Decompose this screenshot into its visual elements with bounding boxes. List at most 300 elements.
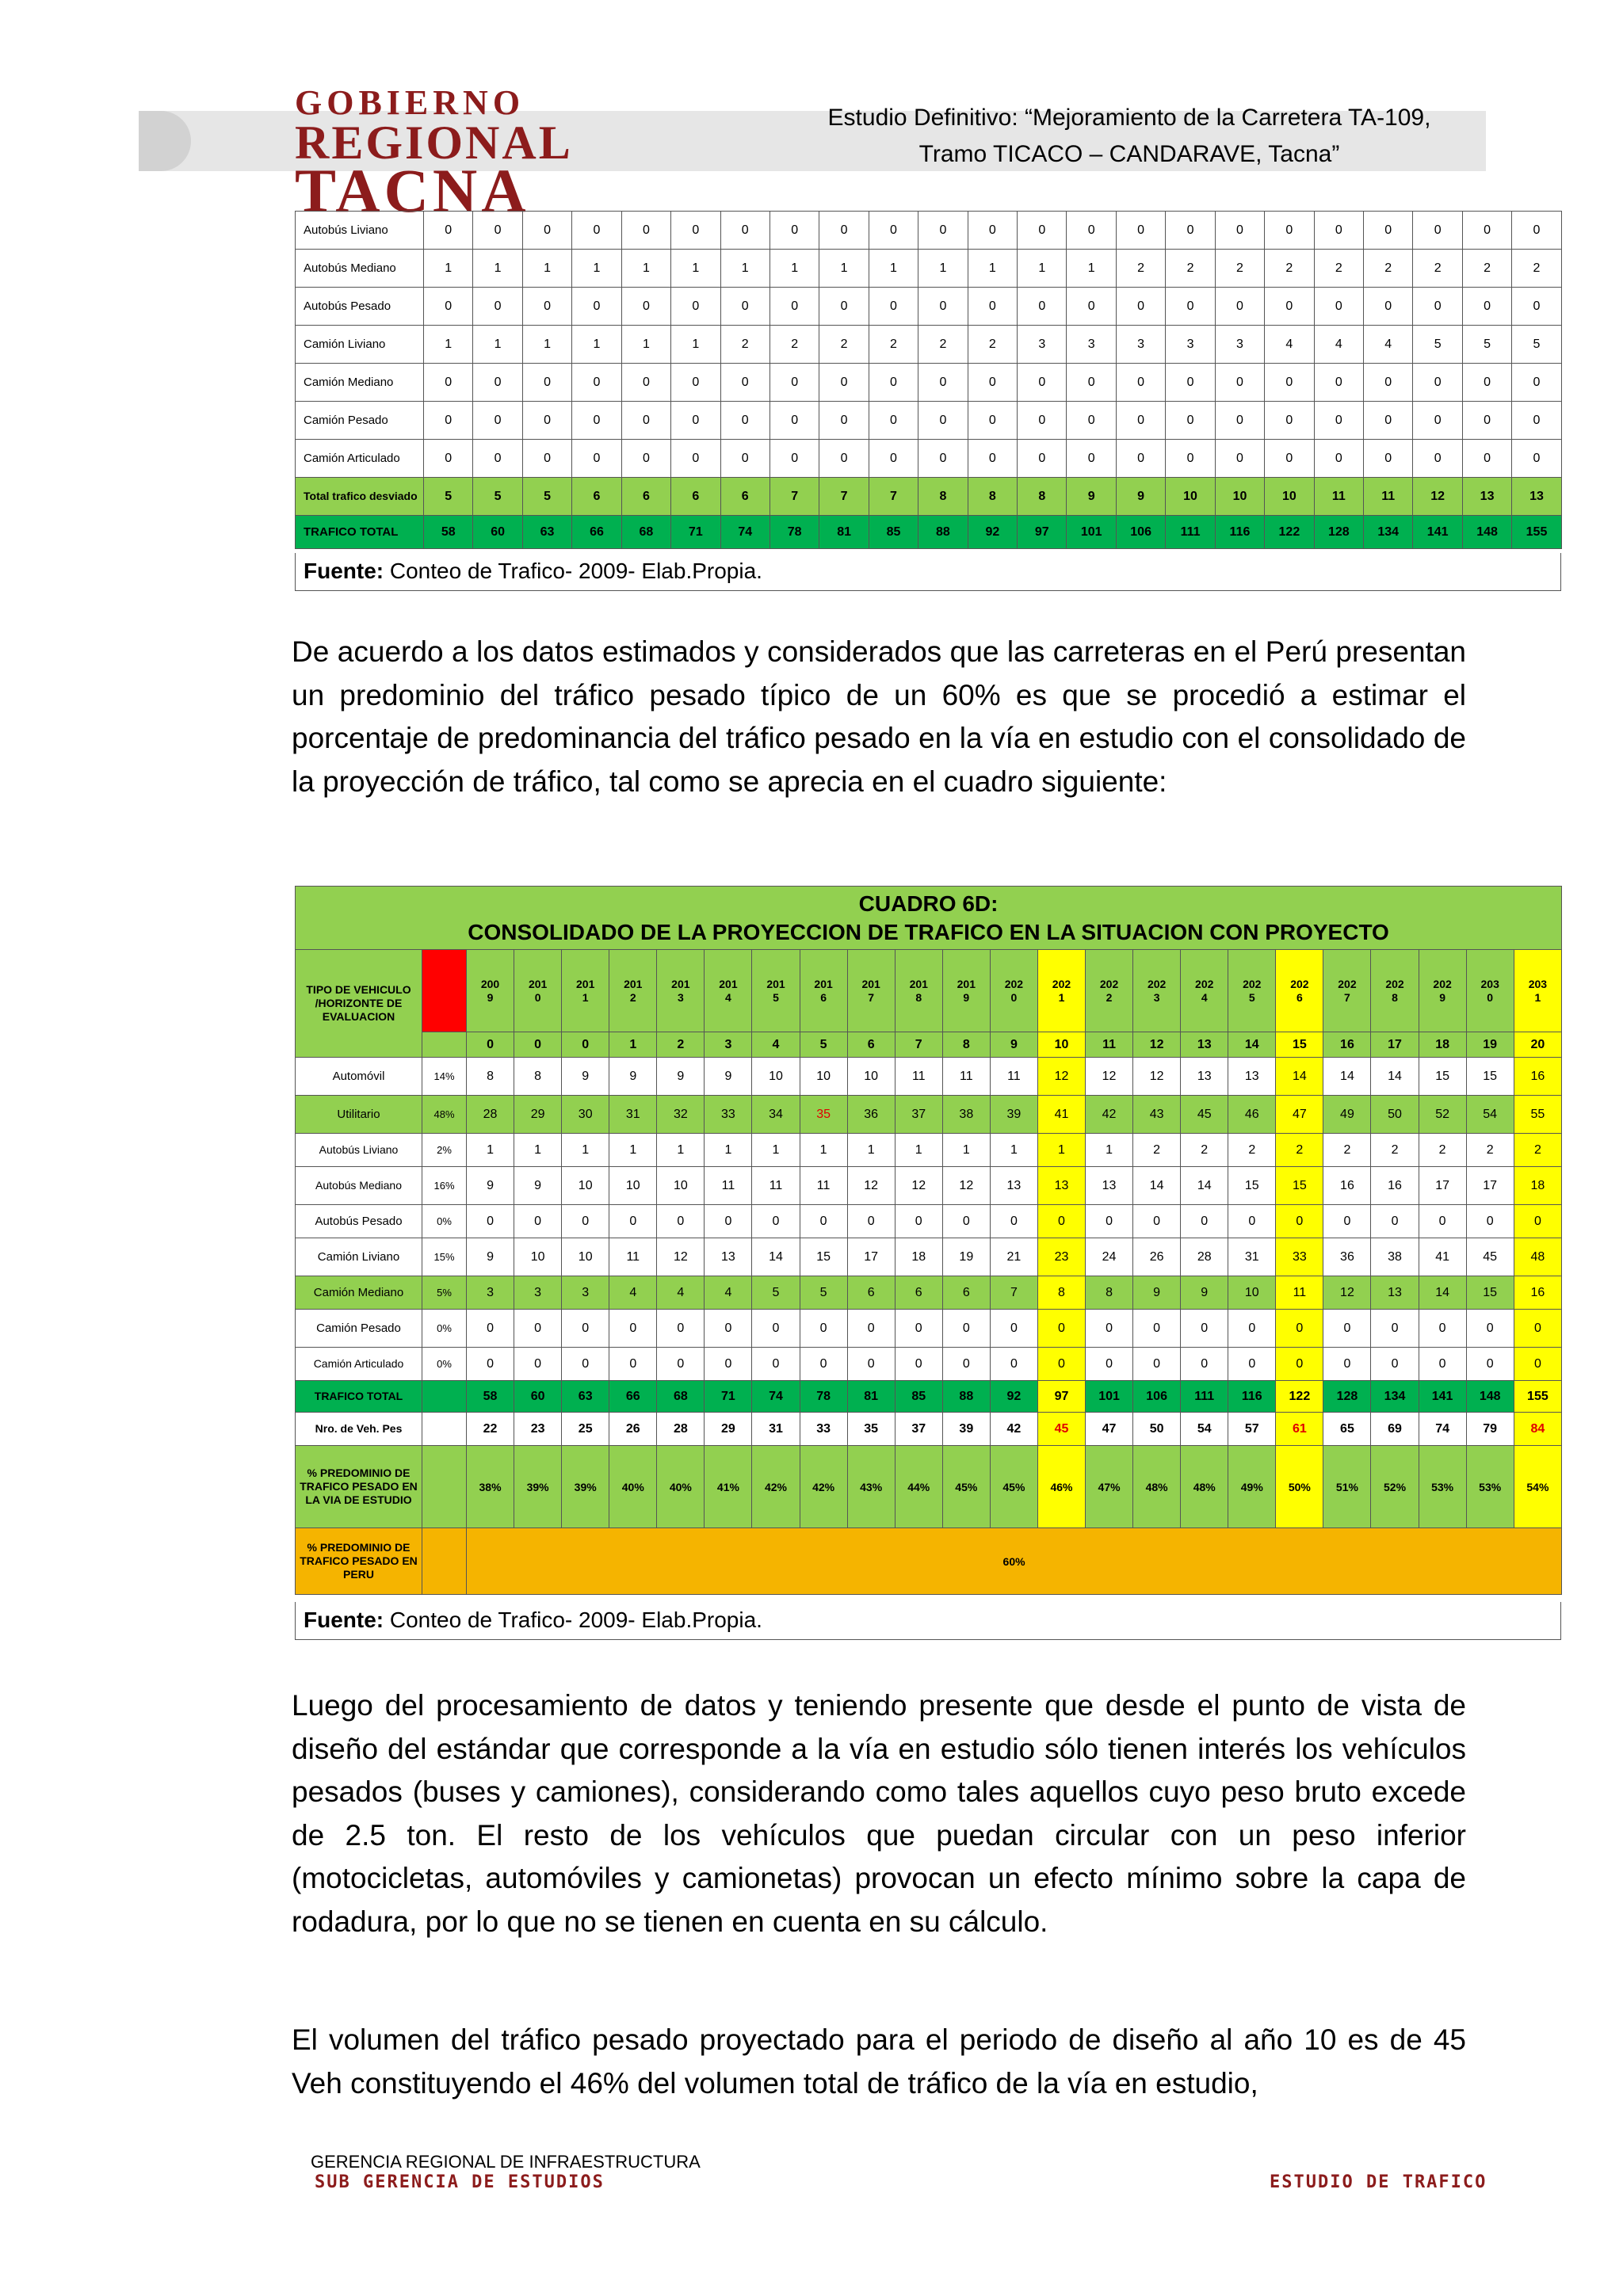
table-cell: 1 [1067, 250, 1116, 288]
table-cell: 48 [1514, 1238, 1561, 1276]
table-cell: 0 [819, 212, 869, 250]
table2-source-label: Fuente: [304, 1608, 384, 1632]
table-cell: 1 [424, 326, 473, 364]
traffic-diverted-table [295, 211, 1562, 549]
table-title-line-2: CONSOLIDADO DE LA PROYECCION DE TRAFICO EN LA SITUACION CON PROYECTO [468, 919, 1389, 944]
total-cell: 74 [752, 1381, 800, 1413]
total-cell: 68 [657, 1381, 705, 1413]
table-cell: 0 [671, 364, 720, 402]
table-cell: 0 [1086, 1205, 1133, 1238]
table2-source-text: Conteo de Trafico- 2009- Elab.Propia. [384, 1608, 762, 1632]
year-header [609, 950, 657, 1032]
table-cell: 5 [1462, 326, 1511, 364]
table-cell: 0 [895, 1310, 942, 1348]
predominance-cell: 44% [895, 1446, 942, 1528]
table-cell: 15 [1466, 1276, 1514, 1310]
table-cell: 4 [609, 1276, 657, 1310]
row-label: TRAFICO TOTAL [296, 516, 424, 549]
logo-line-1: GOBIERNO [295, 83, 525, 122]
table-cell: 0 [1323, 1348, 1371, 1381]
table-cell: 11 [895, 1058, 942, 1096]
table-cell: 2 [1276, 1134, 1323, 1167]
table-cell: 0 [1215, 402, 1264, 440]
row-label: Camión Mediano [296, 364, 424, 402]
percent-cell: 0% [422, 1205, 467, 1238]
table-cell: 2 [1116, 250, 1165, 288]
year-header [942, 950, 990, 1032]
table-cell: 6 [572, 478, 621, 516]
table1-source [295, 553, 1561, 591]
table-cell: 12 [1413, 478, 1462, 516]
year-part: 1 [1058, 990, 1065, 1004]
year-part: 9 [1439, 990, 1445, 1004]
table-cell: 0 [1276, 1205, 1323, 1238]
table-cell: 0 [1116, 440, 1165, 478]
table-cell: 1 [671, 326, 720, 364]
table-cell: 0 [1371, 1205, 1419, 1238]
table-cell: 7 [769, 478, 819, 516]
table-cell: 128 [1314, 516, 1363, 549]
predominance-cell: 45% [942, 1446, 990, 1528]
table-cell: 45 [1466, 1238, 1514, 1276]
year-header [562, 950, 609, 1032]
table-cell: 0 [800, 1205, 847, 1238]
table-cell: 0 [720, 364, 769, 402]
horizon-cell: 6 [847, 1032, 895, 1058]
table-cell: 0 [705, 1310, 752, 1348]
heavy-vehicles-label: Nro. de Veh. Pes [296, 1413, 422, 1446]
row-label: Autobús Mediano [296, 250, 424, 288]
table-cell: 0 [1413, 364, 1462, 402]
table-cell: 0 [467, 1348, 514, 1381]
table-cell: 15 [800, 1238, 847, 1276]
table-cell: 0 [1413, 212, 1462, 250]
table-cell: 0 [968, 364, 1017, 402]
table-cell: 0 [621, 212, 670, 250]
table-cell: 0 [522, 364, 571, 402]
year-part: 0 [1487, 990, 1494, 1004]
predominance-cell: 49% [1228, 1446, 1276, 1528]
table-cell: 0 [895, 1205, 942, 1238]
table-cell: 0 [800, 1348, 847, 1381]
table-cell: 11 [1276, 1276, 1323, 1310]
table-cell: 19 [942, 1238, 990, 1276]
table-cell: 1 [621, 326, 670, 364]
horizon-cell: 18 [1419, 1032, 1466, 1058]
table-cell: 11 [800, 1167, 847, 1205]
year-header [800, 950, 847, 1032]
predominance-cell: 53% [1419, 1446, 1466, 1528]
table-cell: 5 [424, 478, 473, 516]
gobierno-regional-tacna-logo [295, 83, 573, 225]
table2-source [295, 1602, 1561, 1640]
year-part: 202 [1243, 977, 1262, 990]
table-cell: 55 [1514, 1096, 1561, 1134]
table-cell: 5 [752, 1276, 800, 1310]
table-cell: 1 [657, 1134, 705, 1167]
table-cell: 0 [1133, 1205, 1181, 1238]
year-part: 201 [576, 977, 595, 990]
table-cell: 0 [869, 440, 918, 478]
table-row [296, 1348, 1562, 1381]
table-cell: 37 [895, 1096, 942, 1134]
table-cell: 0 [473, 402, 522, 440]
table-cell: 0 [1512, 364, 1561, 402]
table-cell: 28 [467, 1096, 514, 1134]
table-cell: 0 [1181, 1205, 1228, 1238]
table-cell: 0 [1314, 440, 1363, 478]
blank-cell [422, 1413, 467, 1446]
table-cell: 2 [1314, 250, 1363, 288]
table-cell: 2 [1413, 250, 1462, 288]
predominance-cell: 46% [1037, 1446, 1085, 1528]
table-cell: 0 [609, 1310, 657, 1348]
year-header [467, 950, 514, 1032]
year-part: 7 [1344, 990, 1350, 1004]
year-part: 9 [963, 990, 970, 1004]
year-header [514, 950, 562, 1032]
table-cell: 0 [467, 1310, 514, 1348]
table-cell: 14 [1371, 1058, 1419, 1096]
table-cell: 11 [752, 1167, 800, 1205]
heavy-vehicles-cell: 50 [1133, 1413, 1181, 1446]
table-cell: 0 [1364, 288, 1413, 326]
table-cell: 0 [671, 212, 720, 250]
table-cell: 1 [847, 1134, 895, 1167]
table-cell: 6 [895, 1276, 942, 1310]
horizon-cell: 14 [1228, 1032, 1276, 1058]
heavy-vehicles-cell: 29 [705, 1413, 752, 1446]
table-cell: 13 [705, 1238, 752, 1276]
table-row [296, 402, 1562, 440]
table-cell: 7 [990, 1276, 1037, 1310]
table-cell: 9 [705, 1058, 752, 1096]
table-cell: 0 [1265, 364, 1314, 402]
table-cell: 0 [769, 440, 819, 478]
table-cell: 155 [1512, 516, 1561, 549]
table-cell: 9 [1067, 478, 1116, 516]
table-cell: 0 [847, 1348, 895, 1381]
table-cell: 7 [869, 478, 918, 516]
table-cell: 0 [522, 212, 571, 250]
table-cell: 0 [522, 288, 571, 326]
table-cell: 0 [1166, 402, 1215, 440]
table-cell: 0 [1037, 1205, 1085, 1238]
table-cell: 50 [1371, 1096, 1419, 1134]
table-cell: 6 [621, 478, 670, 516]
year-part: 203 [1480, 977, 1499, 990]
table-cell: 0 [1265, 212, 1314, 250]
table-cell: 8 [918, 478, 968, 516]
table-cell: 3 [1166, 326, 1215, 364]
table-cell: 36 [847, 1096, 895, 1134]
table-cell: 38 [942, 1096, 990, 1134]
year-part: 201 [957, 977, 976, 990]
row-label: Utilitario [296, 1096, 422, 1134]
horizon-cell: 5 [800, 1032, 847, 1058]
table-cell: 34 [752, 1096, 800, 1134]
table-cell: 0 [990, 1310, 1037, 1348]
table-cell: 2 [1323, 1134, 1371, 1167]
table-cell: 36 [1323, 1238, 1371, 1276]
year-part: 0 [534, 990, 541, 1004]
table-cell: 1 [800, 1134, 847, 1167]
row-label: Camión Liviano [296, 326, 424, 364]
year-part: 3 [677, 990, 684, 1004]
table-cell: 0 [1323, 1310, 1371, 1348]
table-cell: 0 [1314, 212, 1363, 250]
total-cell: 148 [1466, 1381, 1514, 1413]
table-cell: 3 [1067, 326, 1116, 364]
table-cell: 2 [1181, 1134, 1228, 1167]
table-cell: 0 [968, 212, 1017, 250]
table-cell: 13 [1228, 1058, 1276, 1096]
table-cell: 134 [1364, 516, 1413, 549]
table-cell: 14 [1133, 1167, 1181, 1205]
table-cell: 0 [1462, 288, 1511, 326]
table-row [296, 1238, 1562, 1276]
table-cell: 16 [1323, 1167, 1371, 1205]
table-cell: 30 [562, 1096, 609, 1134]
table-cell: 17 [847, 1238, 895, 1276]
table-cell: 0 [1228, 1205, 1276, 1238]
heavy-vehicles-cell: 22 [467, 1413, 514, 1446]
table-cell: 0 [657, 1205, 705, 1238]
table-cell: 81 [819, 516, 869, 549]
table-cell: 10 [752, 1058, 800, 1096]
table-cell: 0 [942, 1348, 990, 1381]
table-cell: 0 [1067, 440, 1116, 478]
table-cell: 0 [720, 440, 769, 478]
table-cell: 0 [869, 288, 918, 326]
paragraph-1: De acuerdo a los datos estimados y considerados que las carreteras en el Perú presentan un predominio del tráfico pesado típico de un 60% es que se procedió a estimar el porcentaje de predominancia del tráfico pesado en la vía en estudio con el consolidado de la proyección de tráfico, tal como se aprecia en el cuadro siguiente: [292, 635, 1466, 798]
table-cell: 1 [869, 250, 918, 288]
table-cell: 16 [1514, 1276, 1561, 1310]
total-cell: 141 [1419, 1381, 1466, 1413]
table-cell: 0 [752, 1348, 800, 1381]
table-cell: 0 [1512, 288, 1561, 326]
table-row [296, 1096, 1562, 1134]
table-cell: 0 [1018, 402, 1067, 440]
table-cell: 63 [522, 516, 571, 549]
horizon-cell: 4 [752, 1032, 800, 1058]
table-cell: 0 [1364, 402, 1413, 440]
year-part: 5 [1248, 990, 1255, 1004]
table-cell: 10 [1215, 478, 1264, 516]
predominance-cell: 52% [1371, 1446, 1419, 1528]
year-header [1514, 950, 1561, 1032]
table-cell: 6 [671, 478, 720, 516]
horizon-cell: 17 [1371, 1032, 1419, 1058]
table-cell: 1 [819, 250, 869, 288]
table-cell: 9 [467, 1238, 514, 1276]
peru-predominance-row [296, 1528, 1562, 1595]
header-title [705, 100, 1553, 173]
table-cell: 10 [847, 1058, 895, 1096]
table-cell: 74 [720, 516, 769, 549]
table-row [296, 364, 1562, 402]
year-header [1133, 950, 1181, 1032]
table-cell: 10 [562, 1238, 609, 1276]
table-cell: 15 [1228, 1167, 1276, 1205]
table-cell: 9 [1116, 478, 1165, 516]
table-row [296, 288, 1562, 326]
heavy-vehicles-cell: 33 [800, 1413, 847, 1446]
table-cell: 0 [473, 364, 522, 402]
total-label: TRAFICO TOTAL [296, 1381, 422, 1413]
table-cell: 3 [514, 1276, 562, 1310]
year-part: 201 [766, 977, 785, 990]
year-header [1323, 950, 1371, 1032]
table-cell: 60 [473, 516, 522, 549]
heavy-vehicles-cell: 84 [1514, 1413, 1561, 1446]
percent-cell: 2% [422, 1134, 467, 1167]
percent-cell: 14% [422, 1058, 467, 1096]
table-cell: 0 [572, 440, 621, 478]
table-cell: 8 [1086, 1276, 1133, 1310]
table-cell: 1 [1037, 1134, 1085, 1167]
footer-gerencia: GERENCIA REGIONAL DE INFRAESTRUCTURA [311, 2152, 701, 2172]
vehicle-type-header: TIPO DE VEHICULO /HORIZONTE DE EVALUACION [296, 950, 422, 1058]
paragraph-3: El volumen del tráfico pesado proyectado para el periodo de diseño al año 10 es de 45 Veh constituyendo el 46% del volumen total de tráfico de la vía en estudio, [292, 2023, 1466, 2100]
row-label: Autobús Pesado [296, 288, 424, 326]
table-cell: 0 [1116, 212, 1165, 250]
table-cell: 1 [572, 326, 621, 364]
table-cell: 4 [1265, 326, 1314, 364]
table-cell: 1 [1086, 1134, 1133, 1167]
table-cell: 10 [1265, 478, 1314, 516]
table-cell: 0 [895, 1348, 942, 1381]
year-part: 5 [773, 990, 779, 1004]
table-cell: 12 [1037, 1058, 1085, 1096]
table-cell: 0 [1276, 1310, 1323, 1348]
table-cell: 0 [1413, 288, 1462, 326]
year-part: 1 [582, 990, 589, 1004]
total-cell: 85 [895, 1381, 942, 1413]
table-cell: 18 [1514, 1167, 1561, 1205]
table-cell: 0 [942, 1205, 990, 1238]
table-cell: 6 [720, 478, 769, 516]
year-header [1371, 950, 1419, 1032]
table-cell: 0 [1067, 288, 1116, 326]
table-cell: 0 [1514, 1205, 1561, 1238]
table-cell: 14 [752, 1238, 800, 1276]
table-cell: 2 [819, 326, 869, 364]
year-part: 8 [915, 990, 922, 1004]
heavy-vehicles-cell: 79 [1466, 1413, 1514, 1446]
peru-predominance-label: % PREDOMINIO DE TRAFICO PESADO EN PERU [296, 1528, 422, 1595]
year-header [1466, 950, 1514, 1032]
table-cell: 43 [1133, 1096, 1181, 1134]
table-cell: 46 [1228, 1096, 1276, 1134]
table-cell: 141 [1413, 516, 1462, 549]
table-cell: 0 [621, 440, 670, 478]
table-cell: 0 [819, 402, 869, 440]
table-cell: 15 [1276, 1167, 1323, 1205]
table-cell: 0 [1067, 212, 1116, 250]
table-cell: 3 [467, 1276, 514, 1310]
row-label: Autobús Liviano [296, 1134, 422, 1167]
table-cell: 111 [1166, 516, 1215, 549]
table-cell: 0 [720, 212, 769, 250]
table-cell: 0 [1181, 1348, 1228, 1381]
table-cell: 33 [1276, 1238, 1323, 1276]
footer-sub-gerencia: SUB GERENCIA DE ESTUDIOS [315, 2172, 605, 2192]
predominance-cell: 48% [1181, 1446, 1228, 1528]
predominance-cell: 39% [514, 1446, 562, 1528]
table-cell: 8 [514, 1058, 562, 1096]
table-cell: 11 [990, 1058, 1037, 1096]
horizon-cell: 0 [562, 1032, 609, 1058]
predominance-cell: 53% [1466, 1446, 1514, 1528]
table-cell: 0 [1419, 1205, 1466, 1238]
table-cell: 49 [1323, 1096, 1371, 1134]
percent-cell: 48% [422, 1096, 467, 1134]
predominance-cell: 42% [800, 1446, 847, 1528]
table-cell: 9 [514, 1167, 562, 1205]
table-cell: 68 [621, 516, 670, 549]
year-header [1228, 950, 1276, 1032]
table-cell: 0 [752, 1205, 800, 1238]
table-cell: 9 [1133, 1276, 1181, 1310]
table-cell: 0 [522, 440, 571, 478]
table-row [296, 1167, 1562, 1205]
year-part: 2 [629, 990, 636, 1004]
table-cell: 0 [1037, 1348, 1085, 1381]
predominance-cell: 40% [657, 1446, 705, 1528]
year-part: 8 [1392, 990, 1398, 1004]
table-cell: 0 [705, 1205, 752, 1238]
row-label: Camión Pesado [296, 1310, 422, 1348]
table-cell: 1 [514, 1134, 562, 1167]
table-cell: 11 [1364, 478, 1413, 516]
table-cell: 11 [609, 1238, 657, 1276]
table-cell: 71 [671, 516, 720, 549]
table-cell: 1 [467, 1134, 514, 1167]
year-part: 201 [909, 977, 928, 990]
table-cell: 0 [514, 1205, 562, 1238]
table-cell: 0 [1462, 212, 1511, 250]
table-cell: 0 [424, 402, 473, 440]
year-header [1086, 950, 1133, 1032]
table-cell: 0 [1265, 402, 1314, 440]
table-cell: 0 [514, 1310, 562, 1348]
table-cell: 66 [572, 516, 621, 549]
heavy-vehicles-cell: 69 [1371, 1413, 1419, 1446]
year-part: 202 [1338, 977, 1357, 990]
table-cell: 38 [1371, 1238, 1419, 1276]
heavy-vehicles-cell: 54 [1181, 1413, 1228, 1446]
table-cell: 0 [869, 402, 918, 440]
table-cell: 14 [1419, 1276, 1466, 1310]
table-cell: 14 [1181, 1167, 1228, 1205]
table-cell: 0 [720, 402, 769, 440]
table-cell: 0 [562, 1205, 609, 1238]
table-cell: 0 [819, 288, 869, 326]
table-cell: 6 [847, 1276, 895, 1310]
table-row [296, 212, 1562, 250]
row-label: Autobús Liviano [296, 212, 424, 250]
table-cell: 39 [990, 1096, 1037, 1134]
year-header [847, 950, 895, 1032]
year-part: 4 [1201, 990, 1208, 1004]
horizon-cell: 1 [609, 1032, 657, 1058]
table-cell: 148 [1462, 516, 1511, 549]
predominance-cell: 54% [1514, 1446, 1561, 1528]
table-cell: 28 [1181, 1238, 1228, 1276]
table-cell: 0 [671, 402, 720, 440]
table-cell: 9 [1181, 1276, 1228, 1310]
